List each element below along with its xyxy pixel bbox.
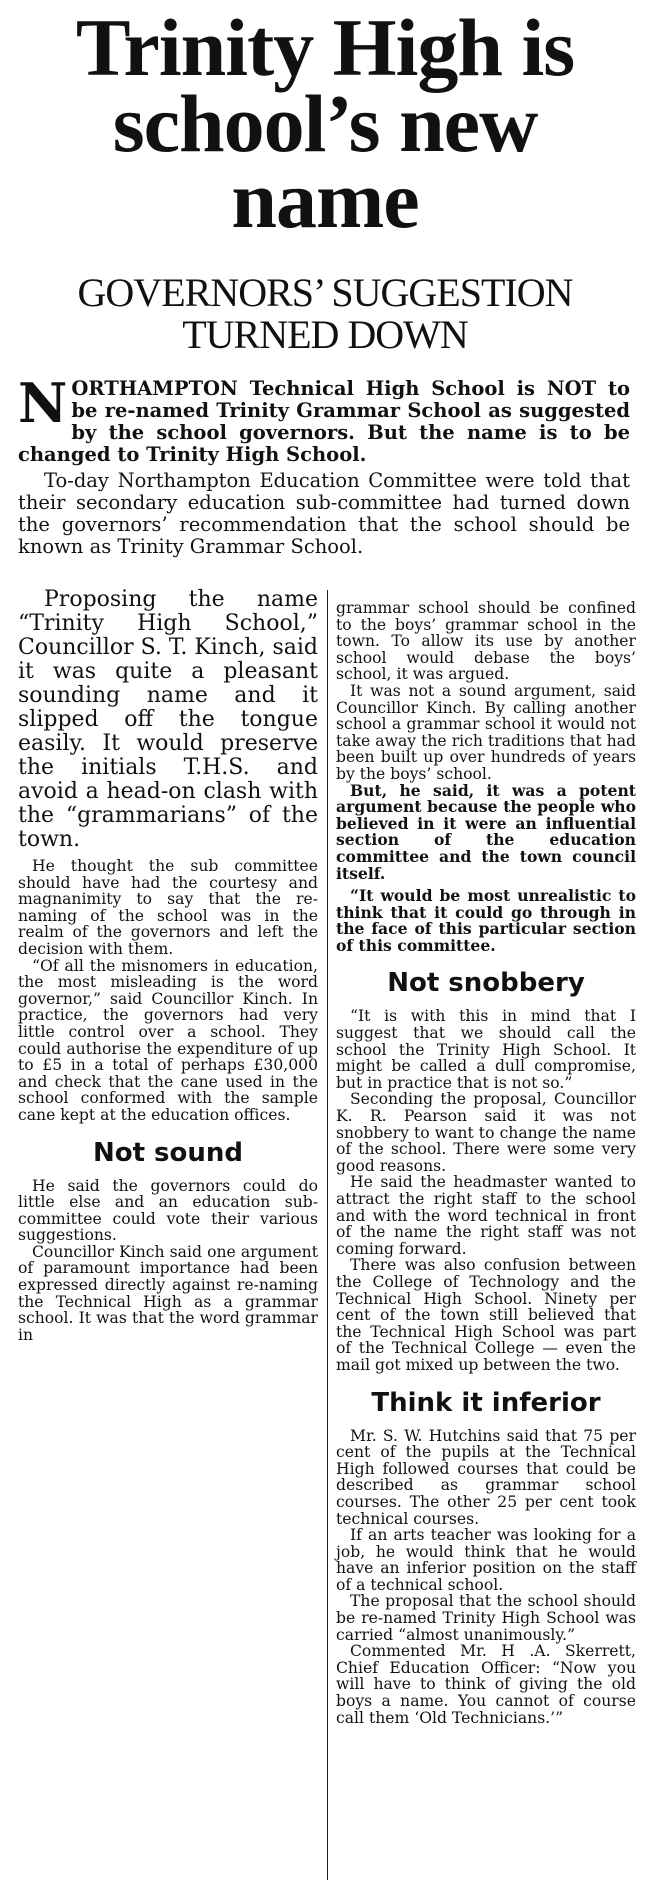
subheadline-line-1: GOVERNORS’ SUGGESTION [77,270,573,315]
left-column [18,588,318,1343]
paragraph: Proposing the name “Trinity High School,” Councillor S. T. Kinch, said it was quite a pleasant sounding name and it slipped off the tongue easily. It would preserve the initials T.H.S. and avoid a head-on clash with the “grammarians” of the town. [18,587,318,852]
paragraph: “It would be most unrealistic to think that it could go through in the face of this particular section of this committee. [336,886,636,955]
paragraph: There was also confusion between the College of Technology and the Technical High School. Ninety per cent of the town still believed that the Technical High School was part of the Technical College — even the mail got mixed up between the two. [336,1256,636,1374]
subheadline-line-2: TURNED DOWN [182,312,468,357]
left-lead-block [18,588,318,852]
paragraph: If an arts teacher was looking for a job, he would think that he would have an inferior position on the staff of a technical school. [336,1526,636,1594]
section-heading-not-snobbery: Not snobbery [387,968,585,999]
headline [0,2,650,245]
intro-paragraph [18,470,630,558]
paragraph: It was not a sound argument, said Councillor Kinch. By calling another school a grammar school it would not take away the rich traditions that had been built up over hundreds of years by the boys’ school. [336,681,636,783]
paragraph: He said the governors could do little else and an education sub-committee could vote their various suggestions. [18,1176,318,1245]
paragraph: Councillor Kinch said one argument of paramount importance had been expressed directly against re-naming the Technical High as a grammar school. It was that the word grammar in [18,1242,318,1344]
lead-paragraph [18,371,630,466]
paragraph: He thought the sub committee should have had the courtesy and magnanimity to say that the re-naming of the school was in the realm of the governors and left the decision with them. [18,857,318,958]
paragraph: Mr. S. W. Hutchins said that 75 per cent of the pupils at the Technical High followed courses that could be described as grammar school courses. The other 25 per cent took technical courses. [336,1426,636,1528]
paragraph: “It is with this in mind that I suggest that we should call the school the Trinity High School. It might be called a dull compromise, but in practice that is not so.” [336,1007,636,1092]
drop-cap: N [18,371,68,435]
paragraph: grammar school should be confined to the boys’ grammar school in the town. To allow its use by another school would debase the boys’ school, it was argued. [336,599,636,684]
headline-line-1: Trinity High is [75,2,575,93]
paragraph: But, he said, it was a potent argument because the people who believed in it were an influential section of the education committee and the town council itself. [336,780,636,883]
section-heading-think-it-inferior: Think it inferior [371,1387,601,1418]
paragraph: Commented Mr. H .A. Skerrett, Chief Education Officer: “Now you will have to think of giving the old boys a name. You cannot of course call them ‘Old Technicians.’” [336,1642,636,1727]
lead-text: ORTHAMPTON Technical High School is NOT to be re-named Trinity Grammar School as suggested by the school governors. But the name is to be changed to Trinity High School. [18,377,630,466]
paragraph: The proposal that the school should be re-named Trinity High School was carried “almost unanimously.” [336,1592,636,1644]
paragraph: Seconding the proposal, Councillor K. R. Pearson said it was not snobbery to want to change the name of the school. There were some very good reasons. [336,1090,636,1175]
subheadline [0,272,650,356]
paragraph: He said the headmaster wanted to attract the right staff to the school and with the word technical in front of the name the right staff was not coming forward. [336,1173,636,1258]
intro-text: To-day Northampton Education Committee were told that their secondary education sub-committee had turned down the governors’ recommendation that the school should be known as Trinity Grammar School. [18,469,630,558]
section-heading-not-sound: Not sound [92,1137,244,1168]
headline-line-2: school’s new [112,78,538,169]
right-column [336,600,636,1726]
column-divider [327,590,328,1880]
paragraph: “Of all the misnomers in education, the most misleading is the word governor,” said Councillor Kinch. In practice, the governors had very little control over a school. They could authorise the expenditure of up to £5 in a total of perhaps £30,000 and check that the cane used in the school conformed with the sample cane kept at the education offices. [18,956,318,1124]
headline-line-3: name [231,154,419,245]
